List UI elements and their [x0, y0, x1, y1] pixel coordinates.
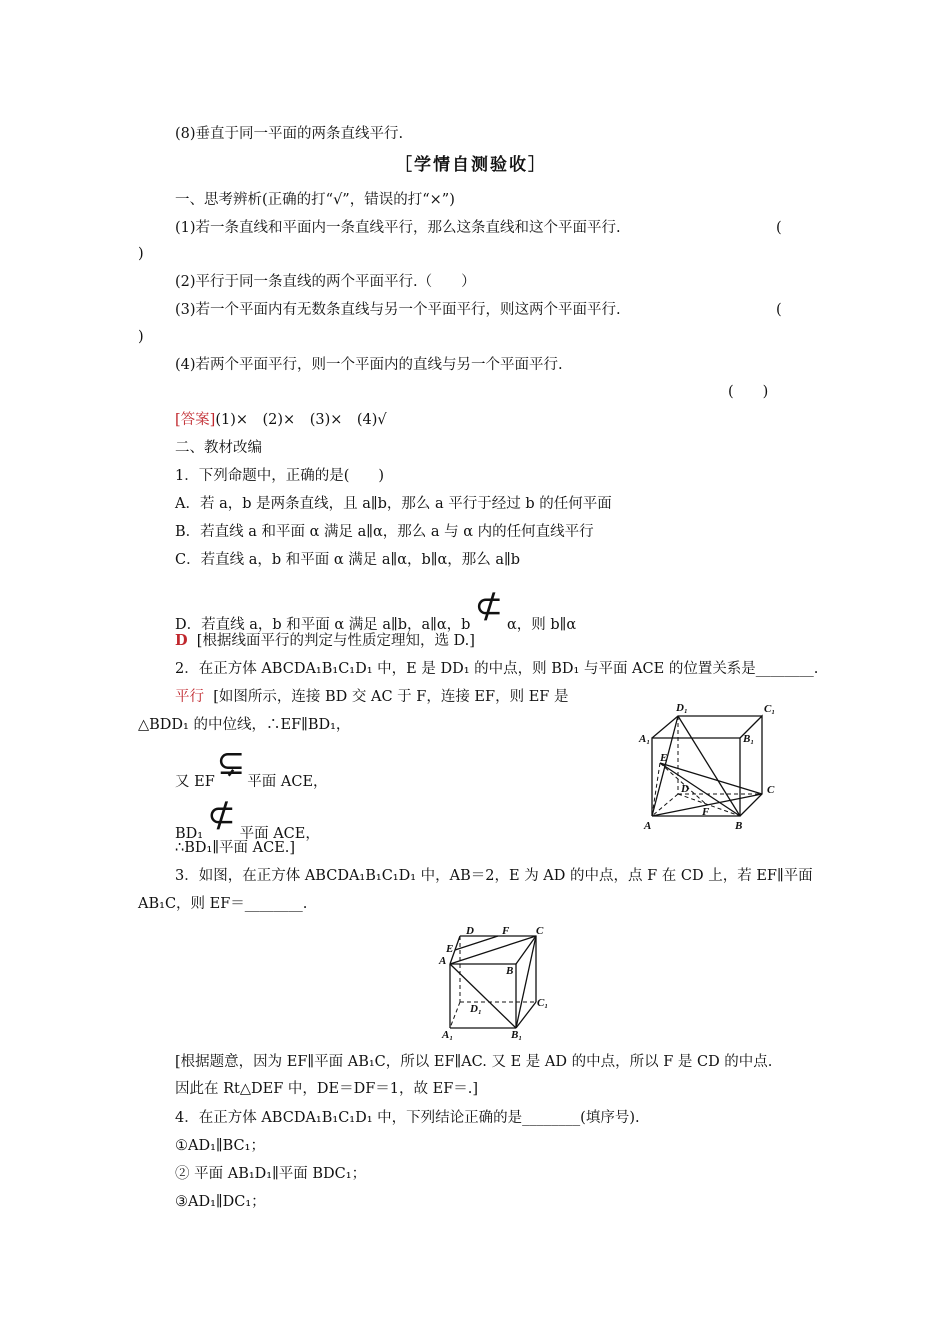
problem-1: 1．下列命题中，正确的是( )	[175, 468, 385, 484]
problem-3-expl-2: 因此在 Rt△DEF 中，DE＝DF＝1，故 EF＝.]	[175, 1081, 479, 1097]
problem-2-answer: 平行	[175, 689, 204, 705]
fig2-label-c1: C₁	[537, 997, 549, 1009]
part1-heading: 一、思考辨析(正确的打“√”，错误的打“×”)	[175, 192, 455, 208]
plane-ace-text-2: 平面 ACE，	[239, 826, 320, 842]
fig2-label-c: C	[536, 925, 544, 937]
q3-paren-open: (	[776, 302, 782, 318]
problem-3-line-1: 3．如图，在正方体 ABCDA₁B₁C₁D₁ 中，AB＝2，E 为 AD 的中点，点 F 在 CD 上，若 EF∥平面	[175, 868, 813, 884]
subsetneq-symbol: ⊊	[216, 743, 246, 783]
question-1: (1)若一条直线和平面内一条直线平行，那么这条直线和这个平面平行.	[175, 220, 621, 236]
question-3: (3)若一个平面内有无数条直线与另一个平面平行，则这两个平面平行.	[175, 302, 621, 318]
fig2-label-d: D	[466, 925, 474, 937]
item-8: (8)垂直于同一平面的两条直线平行.	[175, 126, 404, 142]
fig2-label-b: B	[506, 965, 514, 977]
not-subset-symbol-2: ⊄	[207, 795, 236, 835]
fig2-label-a1: A₁	[442, 1029, 454, 1040]
problem-3-expl-1: [根据题意，因为 EF∥平面 AB₁C，所以 EF∥AC. 又 E 是 AD 的中点，所以 F 是 CD 的中点.	[175, 1054, 773, 1070]
q4-paren: ( )	[728, 384, 769, 400]
fig1-label-d1: D₁	[676, 702, 688, 714]
fig2-label-b1: B₁	[511, 1029, 523, 1040]
answer-d: D	[175, 632, 188, 649]
fig1-label-c1: C₁	[764, 703, 776, 715]
answer-label: [答案]	[175, 412, 216, 428]
fig1-label-a1: A₁	[639, 733, 651, 745]
answer-row	[175, 410, 387, 430]
section-title: ［学情自测验收］	[395, 155, 547, 175]
option-1: ①AD₁∥BC₁；	[175, 1138, 265, 1154]
plane-ace-text: 平面 ACE，	[247, 774, 328, 790]
problem-2-expl-2: △BDD₁ 的中位线，∴EF∥BD₁，	[138, 717, 351, 733]
fig1-label-d: D	[681, 783, 689, 795]
answer-text: (1)× (2)× (3)× (4)√	[215, 412, 387, 428]
fig1-label-f: F	[702, 806, 710, 818]
problem-2: 2．在正方体 ABCDA₁B₁C₁D₁ 中，E 是 DD₁ 的中点，则 BD₁ 与平面 ACE 的位置关系是________.	[175, 661, 819, 677]
fig2-label-d1: D₁	[470, 1003, 482, 1015]
option-c: C．若直线 a，b 和平面 α 满足 a∥α，b∥α，那么 a∥b	[175, 552, 520, 568]
q3-paren-close: )	[138, 329, 144, 345]
problem-2-expl-5: ∴BD₁∥平面 ACE.]	[175, 840, 296, 856]
question-2: (2)平行于同一条直线的两个平面平行.（ ）	[175, 274, 476, 290]
q1-paren-open: (	[776, 220, 782, 236]
fig2-label-e: E	[446, 943, 454, 955]
fig1-label-a: A	[644, 820, 652, 832]
cube-figure-1	[636, 698, 786, 836]
option-3: ③AD₁∥DC₁；	[175, 1194, 266, 1210]
part2-heading: 二、教材改编	[175, 440, 262, 456]
option-d-tail: α，则 b∥α	[506, 617, 577, 633]
fig1-label-b: B	[735, 820, 743, 832]
ef-text: 又 EF	[175, 774, 215, 790]
fig1-label-e: E	[660, 752, 668, 764]
option-2: ② 平面 AB₁D₁∥平面 BDC₁；	[175, 1166, 367, 1182]
q1-paren-close: )	[138, 246, 144, 262]
fig1-label-c: C	[767, 784, 775, 796]
option-d	[175, 586, 577, 635]
problem-2-expl-3	[175, 743, 328, 792]
fig2-label-a: A	[439, 955, 447, 967]
problem-1-explanation: [根据线面平行的判定与性质定理知，选 D.]	[196, 633, 475, 649]
bd1-text: BD₁	[175, 826, 204, 842]
problem-3-line-2: AB₁C，则 EF＝________.	[138, 896, 308, 912]
option-b: B．若直线 a 和平面 α 满足 a∥α，那么 a 与 α 内的任何直线平行	[175, 524, 594, 540]
cube-figure-2	[436, 924, 556, 1040]
problem-4: 4．在正方体 ABCDA₁B₁C₁D₁ 中，下列结论正确的是________(填序号).	[175, 1110, 640, 1126]
problem-2-expl-1	[175, 687, 568, 707]
fig1-label-b1: B₁	[743, 733, 755, 745]
problem-2-expl-text: [如图所示，连接 BD 交 AC 于 F，连接 EF，则 EF 是	[213, 689, 569, 705]
question-4: (4)若两个平面平行，则一个平面内的直线与另一个平面平行.	[175, 357, 563, 373]
fig2-label-f: F	[502, 925, 510, 937]
problem-1-answer	[175, 631, 475, 651]
option-a: A．若 a，b 是两条直线，且 a∥b，那么 a 平行于经过 b 的任何平面	[175, 496, 612, 512]
not-subset-symbol: ⊄	[474, 586, 503, 626]
option-d-text: D．若直线 a，b 和平面 α 满足 a∥b，a∥α，b	[175, 617, 471, 633]
